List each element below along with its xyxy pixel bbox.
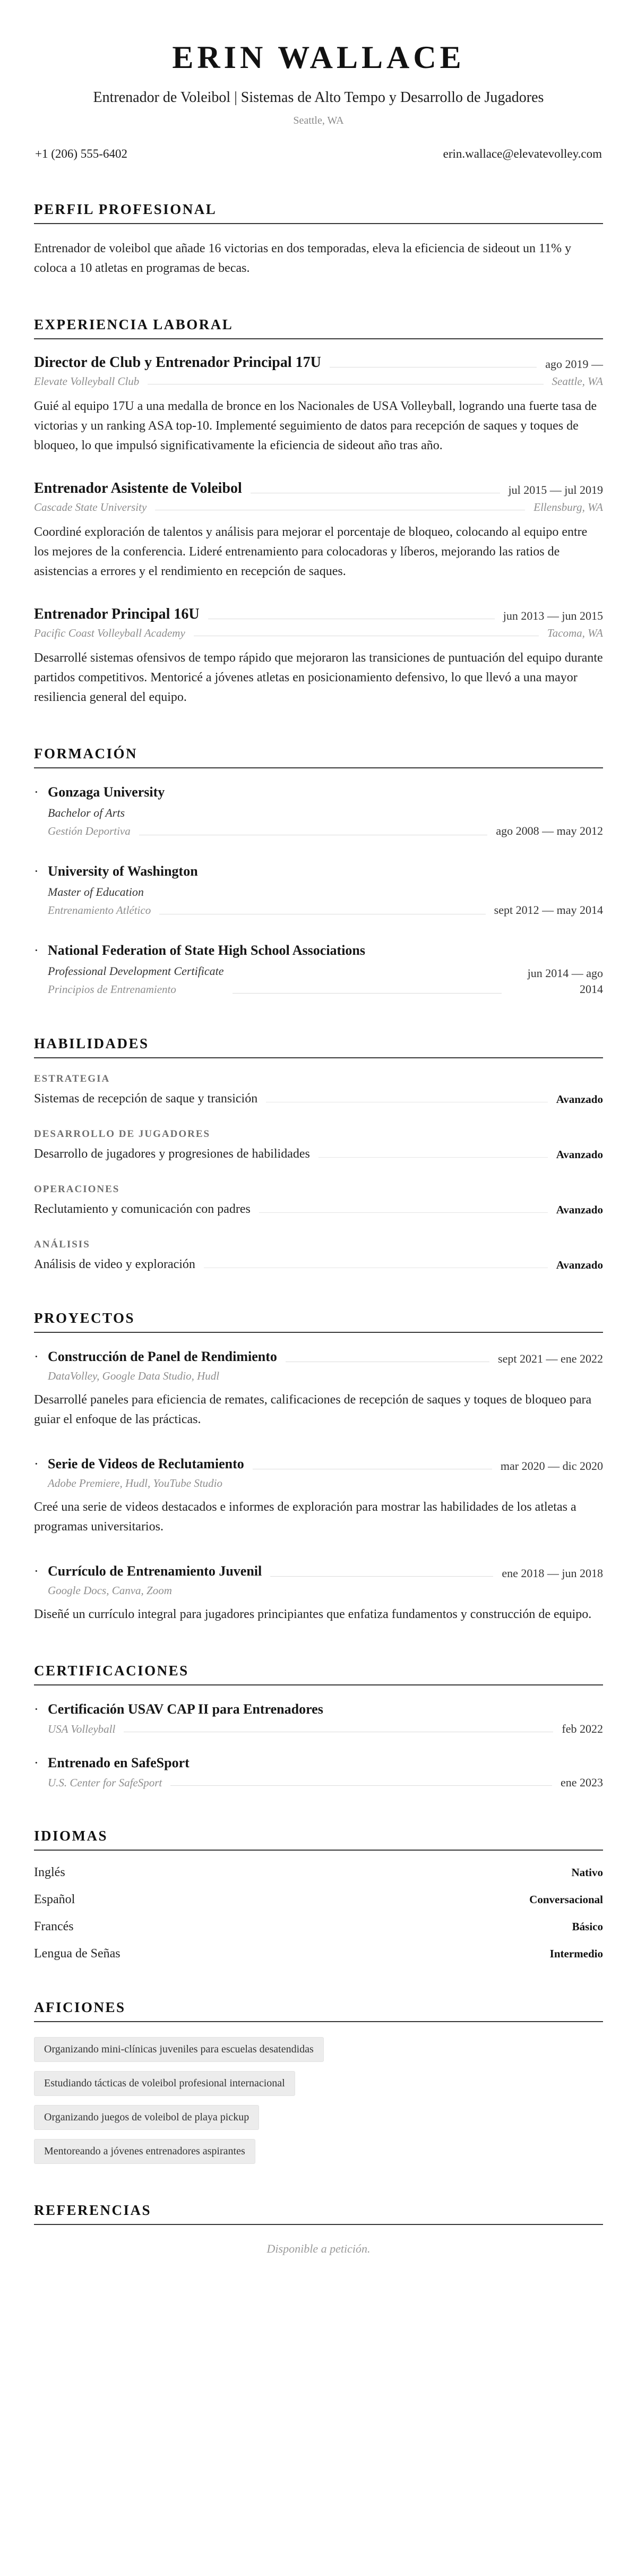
job-dates: jun 2013 — jun 2015 — [503, 609, 603, 623]
section-experience — [34, 316, 603, 707]
education-detail-row — [34, 884, 603, 918]
job-subtitle-row — [34, 501, 603, 514]
education-degree: Master of Education — [48, 885, 144, 899]
certification-item — [34, 1754, 603, 1790]
skill-level: Avanzado — [556, 1093, 603, 1106]
skill-row — [34, 1202, 603, 1217]
hobby-chip: Mentoreando a jóvenes entrenadores aspirantes — [34, 2139, 255, 2164]
section-references — [34, 2202, 603, 2256]
certification-detail-row — [34, 1776, 603, 1790]
resume-header — [34, 38, 603, 163]
leader-line — [270, 1576, 493, 1577]
education-detail — [34, 884, 151, 918]
project-description: Desarrollé paneles para eficiencia de remates, calificaciones de recepción de saques y toques de bloqueo para guiar el enfoque de las prácticas. — [34, 1393, 592, 1427]
education-field: Gestión Deportiva — [48, 825, 131, 838]
certification-name: Certificación USAV CAP II para Entrenadores — [48, 1701, 323, 1717]
bullet: · — [34, 863, 39, 879]
section-title-projects: PROYECTOS — [34, 1310, 603, 1333]
section-title-education: FORMACIÓN — [34, 746, 603, 768]
certification-name-row — [34, 1700, 603, 1718]
job-company: Cascade State University — [34, 501, 147, 514]
skill-row — [34, 1147, 603, 1161]
education-item — [34, 942, 603, 997]
skill-name: Sistemas de recepción de saque y transición — [34, 1092, 258, 1106]
job-location: Seattle, WA — [552, 375, 603, 388]
education-school: University of Washington — [48, 863, 198, 879]
certification-org: U.S. Center for SafeSport — [48, 1776, 162, 1790]
education-detail — [34, 805, 131, 839]
bullet: · — [34, 1563, 39, 1579]
email-address: erin.wallace@elevatevolley.com — [443, 147, 602, 161]
project-dates: ene 2018 — jun 2018 — [502, 1567, 603, 1580]
hobby-chip: Estudiando tácticas de voleibol profesional internacional — [34, 2071, 295, 2096]
section-projects — [34, 1310, 603, 1624]
section-title-skills: HABILIDADES — [34, 1035, 603, 1058]
leader-line — [259, 1212, 548, 1213]
leader-line — [170, 1785, 552, 1786]
job-location: Tacoma, WA — [547, 627, 603, 640]
education-item — [34, 783, 603, 839]
job-role: Entrenador Principal 16U — [34, 606, 200, 623]
resume-name: ERIN WALLACE — [172, 40, 465, 75]
education-degree: Bachelor of Arts — [48, 806, 125, 820]
skill-level: Avanzado — [556, 1259, 603, 1272]
education-school-row — [34, 942, 406, 960]
skill-name: Desarrollo de jugadores y progresiones de habilidades — [34, 1147, 310, 1161]
job-description: Coordiné exploración de talentos y análisis para mejorar el porcentaje de bloqueo, colocando al equipo entre los mejores de la conferencia. Lideré entrenamiento para colocadoras y líberos, mejorando las ratios de asistencias a errores y el rendimiento en recepción de saques. — [34, 525, 588, 579]
education-detail-row — [34, 805, 603, 839]
experience-item — [34, 606, 603, 707]
hobby-chip: Organizando mini-clínicas juveniles para escuelas desatendidas — [34, 2037, 324, 2062]
contact-row — [34, 145, 603, 163]
job-location: Ellensburg, WA — [533, 501, 603, 514]
references-text: Disponible a petición. — [266, 2242, 371, 2256]
project-tools: Google Docs, Canva, Zoom — [48, 1584, 172, 1597]
section-languages — [34, 1828, 603, 1961]
project-name-text: Serie de Videos de Reclutamiento — [48, 1456, 244, 1472]
project-dates: sept 2021 — ene 2022 — [498, 1352, 603, 1366]
project-tools: Adobe Premiere, Hudl, YouTube Studio — [48, 1477, 222, 1490]
section-title-certifications: CERTIFICACIONES — [34, 1663, 603, 1685]
education-dates: jun 2014 — ago 2014 — [527, 966, 603, 996]
certification-name: Entrenado en SafeSport — [48, 1755, 190, 1771]
education-item — [34, 862, 603, 918]
skill-category: ESTRATEGIA — [34, 1073, 110, 1085]
job-company: Pacific Coast Volleyball Academy — [34, 627, 185, 640]
skill-group — [34, 1128, 603, 1161]
job-description: Desarrollé sistemas ofensivos de tempo rápido que mejoraron las transiciones de puntuación del equipo durante partidos competitivos. Mentoricé a jóvenes atletas en posicionamiento defensivo, lo que llevó a una mayor resiliencia general del equipo. — [34, 651, 603, 705]
section-title-experience: EXPERIENCIA LABORAL — [34, 316, 603, 339]
job-role: Entrenador Asistente de Voleibol — [34, 480, 242, 497]
project-tools: DataVolley, Google Data Studio, Hudl — [48, 1370, 220, 1383]
language-level: Intermedio — [549, 1947, 603, 1961]
skill-category: ANÁLISIS — [34, 1239, 90, 1251]
resume-location: Seattle, WA — [293, 115, 344, 127]
job-title-row — [34, 354, 603, 371]
project-name-text: Currículo de Entrenamiento Juvenil — [48, 1563, 262, 1579]
project-item — [34, 1562, 603, 1624]
education-school: National Federation of State High School Associations — [48, 943, 366, 958]
project-description: Diseñé un currículo integral para jugadores principiantes que enfatiza fundamentos y construcción de equipo. — [34, 1607, 592, 1622]
skill-group — [34, 1239, 603, 1272]
section-title-references: REFERENCIAS — [34, 2202, 603, 2225]
education-school-row — [34, 783, 406, 801]
education-dates: sept 2012 — may 2014 — [494, 903, 603, 917]
phone-number: +1 (206) 555-6402 — [35, 147, 127, 161]
project-description: Creé una serie de videos destacados e informes de exploración para mostrar las habilidades de los atletas a programas universitarios. — [34, 1500, 576, 1534]
section-hobbies — [34, 1999, 603, 2164]
language-name: Francés — [34, 1920, 74, 1934]
leader-line — [233, 993, 502, 994]
resume-tagline: Entrenador de Voleibol | Sistemas de Alto Tempo y Desarrollo de Jugadores — [93, 89, 544, 106]
language-name: Español — [34, 1893, 75, 1907]
skill-group — [34, 1073, 603, 1106]
language-level: Básico — [572, 1920, 603, 1933]
skill-row — [34, 1092, 603, 1106]
job-title-row — [34, 606, 603, 623]
section-certifications — [34, 1663, 603, 1790]
skill-level: Avanzado — [556, 1203, 603, 1217]
section-education — [34, 746, 603, 997]
section-title-profile: PERFIL PROFESIONAL — [34, 201, 603, 224]
bullet: · — [34, 1755, 39, 1771]
education-school: Gonzaga University — [48, 784, 165, 800]
language-row — [34, 1947, 603, 1961]
project-item — [34, 1455, 603, 1537]
language-level: Conversacional — [529, 1893, 603, 1906]
certification-date: feb 2022 — [562, 1722, 603, 1736]
experience-item — [34, 354, 603, 456]
project-dates: mar 2020 — dic 2020 — [500, 1459, 603, 1473]
education-dates: ago 2008 — may 2012 — [496, 824, 603, 838]
language-row — [34, 1865, 603, 1880]
project-name — [34, 1562, 262, 1580]
education-field: Entrenamiento Atlético — [48, 904, 151, 917]
section-profile — [34, 201, 603, 278]
bullet: · — [34, 1701, 39, 1717]
language-name: Lengua de Señas — [34, 1947, 120, 1961]
bullet: · — [34, 1456, 39, 1472]
project-name — [34, 1348, 277, 1366]
project-item — [34, 1348, 603, 1430]
certification-org: USA Volleyball — [48, 1723, 116, 1736]
education-field: Principios de Entrenamiento — [48, 983, 176, 996]
job-company: Elevate Volleyball Club — [34, 375, 140, 388]
education-detail-row — [34, 963, 603, 997]
language-row — [34, 1920, 603, 1934]
language-level: Nativo — [571, 1866, 603, 1879]
project-name-text: Construcción de Panel de Rendimiento — [48, 1349, 277, 1365]
certification-date: ene 2023 — [560, 1776, 603, 1790]
section-title-languages: IDIOMAS — [34, 1828, 603, 1851]
job-dates: jul 2015 — jul 2019 — [508, 483, 603, 497]
certification-detail-row — [34, 1722, 603, 1736]
hobby-list — [34, 2037, 603, 2164]
section-skills — [34, 1035, 603, 1272]
profile-text: Entrenador de voleibol que añade 16 victorias en dos temporadas, eleva la eficiencia de sideout un 11% y coloca a 10 atletas en programas de becas. — [34, 242, 572, 276]
education-degree: Professional Development Certificate — [48, 964, 224, 978]
bullet: · — [34, 943, 39, 958]
skill-category: DESARROLLO DE JUGADORES — [34, 1128, 211, 1140]
job-role: Director de Club y Entrenador Principal 17U — [34, 354, 321, 371]
job-subtitle-row — [34, 627, 603, 640]
skill-row — [34, 1257, 603, 1272]
bullet: · — [34, 1349, 39, 1365]
section-title-hobbies: AFICIONES — [34, 1999, 603, 2022]
hobby-chip: Organizando juegos de voleibol de playa pickup — [34, 2105, 259, 2130]
education-detail — [34, 963, 224, 997]
skill-category: OPERACIONES — [34, 1184, 120, 1195]
job-title-row — [34, 480, 603, 497]
language-row — [34, 1893, 603, 1907]
project-title-row — [34, 1455, 603, 1473]
certification-name-row — [34, 1754, 603, 1772]
language-name: Inglés — [34, 1865, 65, 1880]
skill-level: Avanzado — [556, 1148, 603, 1161]
job-subtitle-row — [34, 375, 603, 388]
job-description: Guié al equipo 17U a una medalla de bronce en los Nacionales de USA Volleyball, logrando una fuerte tasa de victorias y un ranking ASA top-10. Implementé seguimiento de datos para recepción de saques y toques de bloqueo, lo que impulsó significativamente la eficiencia de sideout año tras año. — [34, 399, 597, 453]
project-name — [34, 1455, 244, 1473]
education-school-row — [34, 862, 406, 880]
skill-name: Reclutamiento y comunicación con padres — [34, 1202, 251, 1217]
job-dates: ago 2019 — — [545, 357, 603, 371]
skill-group — [34, 1184, 603, 1217]
project-title-row — [34, 1562, 603, 1580]
project-title-row — [34, 1348, 603, 1366]
skill-name: Análisis de video y exploración — [34, 1257, 195, 1272]
experience-item — [34, 480, 603, 581]
certification-item — [34, 1700, 603, 1736]
bullet: · — [34, 784, 39, 800]
leader-line — [318, 1157, 548, 1158]
